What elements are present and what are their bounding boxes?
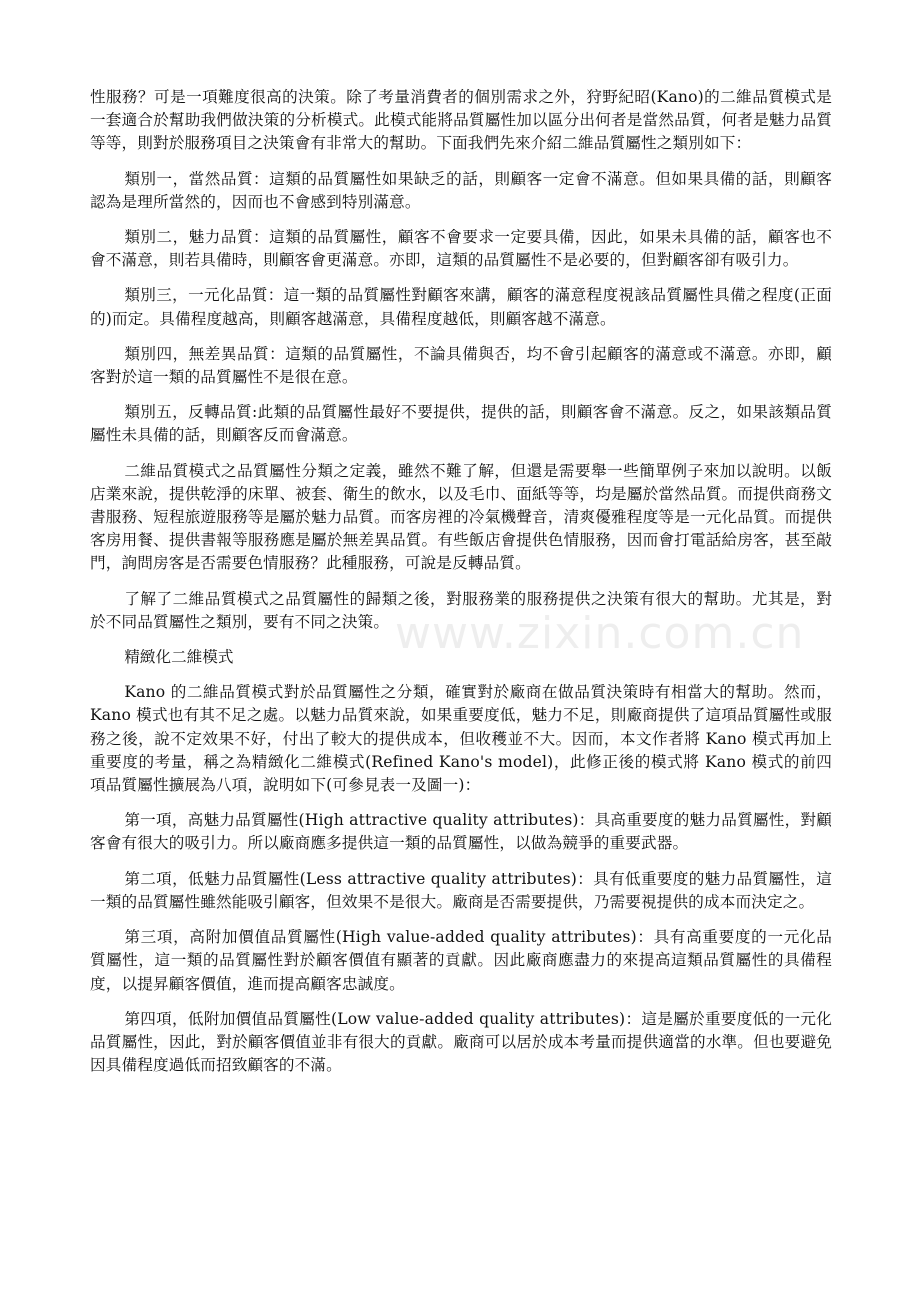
paragraph-item-2: 第二項，低魅力品質屬性(Less attractive quality attributes)：具有低重要度的魅力品質屬性，這一類的品質屬性雖然能吸引顧客，但效果不是很大。廠商是否需要提供，乃需要視提供的成本而決定之。 <box>90 869 832 911</box>
paragraph-intro: 性服務？可是一項難度很高的決策。除了考量消費者的個別需求之外，狩野紀昭(Kano)的二維品質模式是一套適合於幫助我們做決策的分析模式。此模式能將品質屬性加以區分出何者是當然品質，何者是魅力品質等等，則對於服務項目之決策會有非常大的幫助。下面我們先來介紹二維品質屬性之類別如下： <box>90 88 832 153</box>
paragraph-item-4: 第四項，低附加價值品質屬性(Low value-added quality attributes)：這是屬於重要度低的一元化品質屬性，因此，對於顧客價值並非有很大的貢獻。廠商可以居於成本考量而提供適當的水準。但也要避免因具備程度過低而招致顧客的不滿。 <box>90 1009 832 1075</box>
paragraph-item-3: 第三項，高附加價值品質屬性(High value-added quality attributes)：具有高重要度的一元化品質屬性，這一類的品質屬性對於顧客價值有顯著的貢獻。因此廠商應盡力的來提高這類品質屬性的具備程度，以提昇顧客價值，進而提高顧客忠誠度。 <box>90 928 832 993</box>
paragraph-category-4: 類別四，無差異品質：這類的品質屬性，不論具備與否，均不會引起顧客的滿意或不滿意。亦即，顧客對於這一類的品質屬性不是很在意。 <box>90 344 832 387</box>
paragraph-category-5: 類別五，反轉品質:此類的品質屬性最好不要提供，提供的話，則顧客會不滿意。反之，如果該類品質屬性未具備的話，則顧客反而會滿意。 <box>90 403 832 445</box>
paragraph-category-1: 類別一，當然品質：這類的品質屬性如果缺乏的話，則顧客一定會不滿意。但如果具備的話，則顧客認為是理所當然的，因而也不會感到特別滿意。 <box>90 169 832 211</box>
paragraph-examples: 二維品質模式之品質屬性分類之定義，雖然不難了解，但還是需要舉一些簡單例子來加以說明。以飯店業來說，提供乾淨的床單、被套、衛生的飲水，以及毛巾、面紙等等，均是屬於當然品質。而提供商務文書服務、短程旅遊服務等是屬於魅力品質。而客房裡的冷氣機聲音，清爽優雅程度等是一元化品質。而提供客房用餐、提供書報等服務應是屬於無差異品質。有些飯店會提供色情服務，因而會打電話給房客，甚至敲門，詢問房客是否需要色情服務？此種服務，可說是反轉品質。 <box>90 461 832 573</box>
paragraph-category-3: 類別三，一元化品質：這一類的品質屬性對顧客來講，顧客的滿意程度視該品質屬性具備之程度(正面的)而定。具備程度越高，則顧客越滿意，具備程度越低，則顧客越不滿意。 <box>90 286 832 328</box>
section-heading: 精緻化二維模式 <box>124 648 234 667</box>
document-body <box>90 86 832 1089</box>
paragraph-refined-model: Kano 的二維品質模式對於品質屬性之分類，確實對於廠商在做品質決策時有相當大的幫助。然而，Kano 模式也有其不足之處。以魅力品質來說，如果重要度低，魅力不足，則廠商提供了這項品質屬性或服務之後，說不定效果不好，付出了較大的提供成本，但收穫並不大。因而，本文作者將 Kano 模式再加上重要度的考量，稱之為精緻化二維模式(Refined Kano's model)，此修正後的模式將 Kano 模式的前四項品質屬性擴展為八項，說明如下(可參見表一及圖一)： <box>90 683 832 795</box>
paragraph-summary: 了解了二維品質模式之品質屬性的歸類之後，對服務業的服務提供之決策有很大的幫助。尤其是，對於不同品質屬性之類別，要有不同之決策。 <box>90 589 832 631</box>
paragraph-item-1: 第一項，高魅力品質屬性(High attractive quality attributes)：具高重要度的魅力品質屬性，對顧客會有很大的吸引力。所以廠商應多提供這一類的品質屬性，以做為競爭的重要武器。 <box>90 811 832 853</box>
paragraph-category-2: 類別二，魅力品質：這類的品質屬性，顧客不會要求一定要具備，因此，如果未具備的話，顧客也不會不滿意，則若具備時，則顧客會更滿意。亦即，這類的品質屬性不是必要的，但對顧客卻有吸引力。 <box>90 228 832 270</box>
watermark: www.zixin.com.cn <box>395 608 805 659</box>
